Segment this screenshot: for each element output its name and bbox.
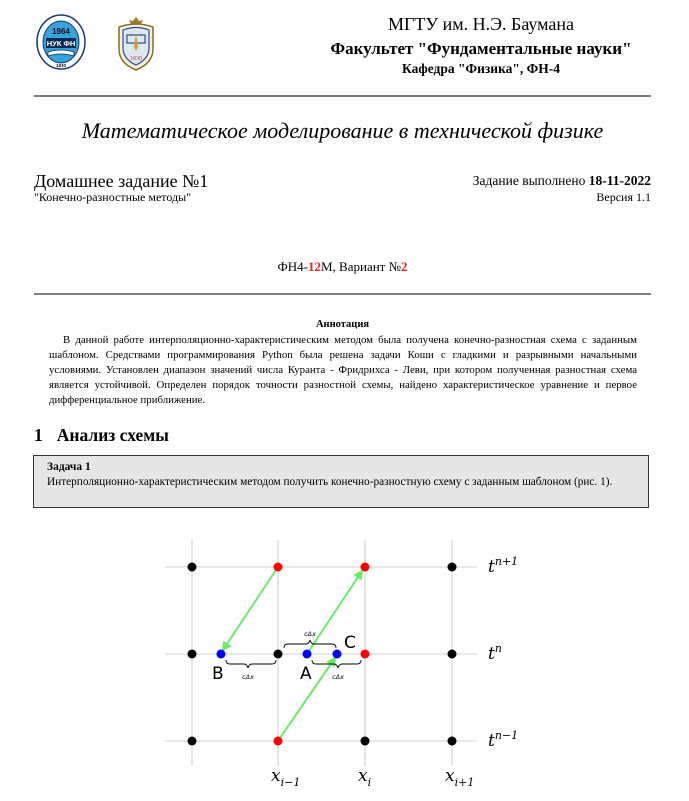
label-c: C: [344, 633, 356, 653]
point-b: [217, 650, 226, 659]
university-name: МГТУ им. Н.Э. Баумана: [387, 14, 575, 34]
logo-year-top: 1964: [52, 27, 70, 36]
time-label-n-minus-1: $t^{n-1}$: [488, 729, 519, 751]
time-label-n: $t^n$: [488, 642, 502, 664]
group-prefix: ФН4-: [277, 259, 308, 274]
brace-label-b: cΔx: [242, 673, 254, 681]
label-b: B: [212, 664, 224, 684]
task-title: Задача 1: [47, 461, 91, 473]
abstract-title: Аннотация: [315, 319, 370, 330]
version-label: Версия 1.1: [596, 190, 651, 204]
brace-label-c: cΔx: [332, 673, 344, 681]
completion-date: 18-11-2022: [588, 173, 651, 188]
group-number: 12: [307, 259, 321, 274]
task-text: Интерполяционно-характеристическим методом получить конечно-разностную схему с заданным шаблоном (рис. 1).: [47, 476, 613, 488]
section-number: 1: [34, 425, 43, 445]
document-title: Математическое моделирование в технической физике: [81, 118, 604, 143]
time-label-n-plus-1: $t^{n+1}$: [488, 555, 519, 577]
crest-year: 1830: [130, 56, 142, 62]
logo-year-bottom: 1830: [55, 63, 67, 68]
homework-title: Домашнее задание №1: [34, 171, 209, 191]
arrow-to-b: [223, 567, 278, 650]
point-c: [361, 650, 370, 659]
section-title: Анализ схемы: [56, 425, 169, 445]
label-a: A: [300, 664, 312, 684]
x-label-i: $x_i$: [358, 766, 372, 789]
brace-label-top: cΔx: [304, 630, 316, 638]
logo-main-text: НУК ФН: [46, 39, 76, 48]
completion-label: Задание выполнено: [472, 173, 586, 188]
homework-subtitle: "Конечно-разностные методы": [34, 190, 192, 204]
variant-number: 2: [401, 259, 408, 274]
faculty-name: Факультет "Фундаментальные науки": [330, 39, 632, 58]
x-label-i-plus-1: $x_{i+1}$: [445, 766, 475, 789]
department-name: Кафедра "Физика", ФН-4: [402, 61, 560, 76]
point-a: [303, 650, 312, 659]
abstract-text: В данной работе интерполяционно-характеристическим методом была получена конечно-разностная схема с заданным шаблоном. Средствами программирования Python была решена задачи Коши с гладкими и разрывными начальными условиями. Установлен диапазон значений числа Куранта - Фридрихса - Леви, при котором полученная разностная схема является устойчивой. Определен порядок точности разностной схемы, найдено характеристическое уравнение и первое дифференциальное приближение.: [49, 334, 637, 406]
grid-lines: [165, 540, 477, 766]
x-label-i-minus-1: $x_{i-1}$: [271, 766, 301, 789]
group-suffix: М, Вариант №: [320, 259, 402, 274]
